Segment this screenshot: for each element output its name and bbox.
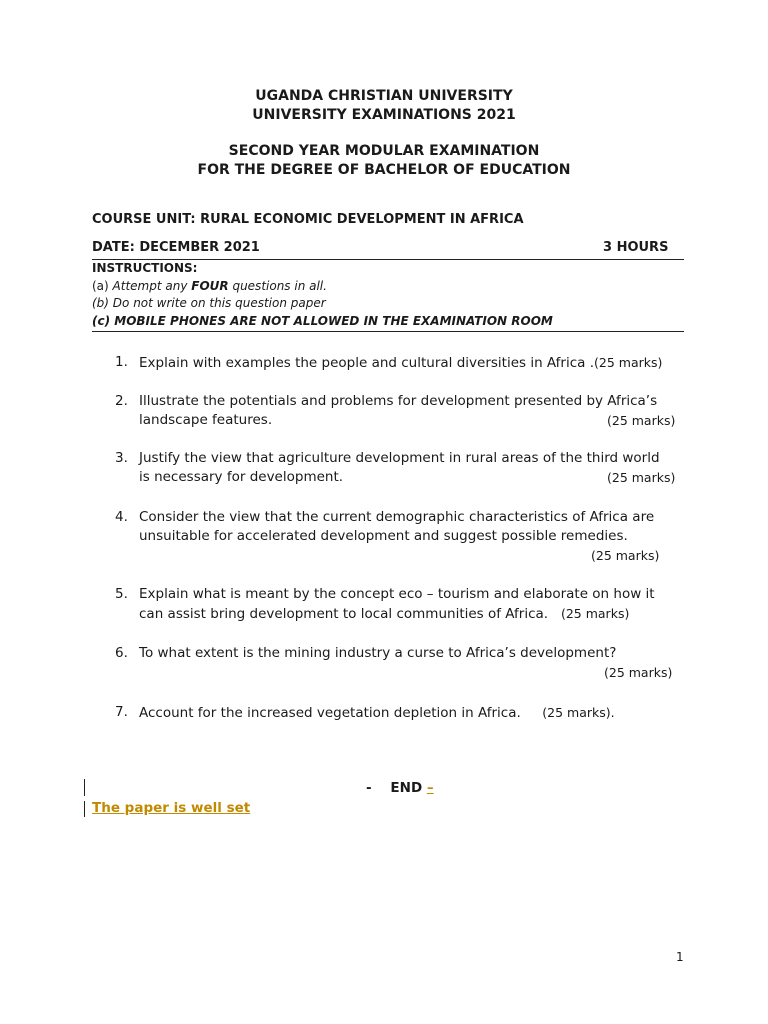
- question-3: [115, 449, 687, 489]
- question-text: Account for the increased vegetation depletion in Africa.: [139, 705, 521, 721]
- question-number: 6.: [115, 645, 128, 661]
- question-text-line2: is necessary for development.: [139, 469, 344, 485]
- question-4: [115, 508, 687, 568]
- divider-top: [92, 259, 684, 260]
- end-label: END: [390, 780, 423, 796]
- question-text-line2: landscape features.: [139, 412, 273, 428]
- question-text-line1: Justify the view that agriculture development in rural areas of the third world: [139, 450, 660, 466]
- question-6: [115, 644, 687, 684]
- text-cursor: [84, 779, 85, 796]
- divider-bottom: [92, 331, 684, 332]
- instruction-a-prefix: (a): [92, 279, 109, 293]
- question-5: [115, 585, 687, 625]
- reviewer-comment: The paper is well set: [92, 800, 251, 816]
- question-number: 7.: [115, 704, 128, 720]
- question-number: 5.: [115, 586, 128, 602]
- question-text-line2: unsuitable for accelerated development and suggest possible remedies.: [139, 528, 628, 544]
- instruction-b: (b) Do not write on this question paper: [92, 296, 326, 310]
- course-unit: COURSE UNIT: RURAL ECONOMIC DEVELOPMENT IN AFRICA: [92, 212, 524, 227]
- question-7: [115, 703, 687, 723]
- instruction-c: (c) MOBILE PHONES ARE NOT ALLOWED IN THE EXAMINATION ROOM: [92, 314, 553, 328]
- instruction-a: [92, 279, 327, 293]
- change-bar: [84, 801, 85, 817]
- question-text-line1: Consider the view that the current demographic characteristics of Africa are: [139, 509, 655, 525]
- question-1: [115, 353, 687, 373]
- question-marks: (25 marks): [604, 665, 673, 680]
- question-number: 2.: [115, 393, 128, 409]
- university-name: UGANDA CHRISTIAN UNIVERSITY: [255, 88, 513, 104]
- instruction-a-text-after: questions in all.: [228, 279, 327, 293]
- question-2: [115, 392, 687, 432]
- question-marks: (25 marks): [607, 413, 676, 428]
- question-text-line2: can assist bring development to local communities of Africa.: [139, 606, 549, 622]
- question-marks: (25 marks).: [542, 705, 615, 720]
- instruction-a-bold: FOUR: [191, 279, 229, 293]
- question-number: 4.: [115, 509, 128, 525]
- end-tracked-change: –: [426, 780, 434, 796]
- page-number: 1: [676, 950, 684, 964]
- exam-date: DATE: DECEMBER 2021: [92, 240, 260, 255]
- question-number: 1.: [115, 354, 128, 370]
- question-text: Explain with examples the people and cultural diversities in Africa .: [139, 355, 595, 371]
- instruction-a-text: Attempt any: [112, 279, 192, 293]
- question-number: 3.: [115, 450, 128, 466]
- degree-title: FOR THE DEGREE OF BACHELOR OF EDUCATION: [197, 162, 571, 178]
- question-text-line1: Illustrate the potentials and problems for development presented by Africa’s: [139, 393, 658, 409]
- end-dash: -: [366, 780, 372, 796]
- instructions-title: INSTRUCTIONS:: [92, 261, 198, 275]
- question-text-line1: Explain what is meant by the concept eco – tourism and elaborate on how it: [139, 586, 655, 602]
- question-marks: (25 marks): [607, 470, 676, 485]
- exam-type: SECOND YEAR MODULAR EXAMINATION: [228, 143, 540, 159]
- question-text-line1: To what extent is the mining industry a curse to Africa’s development?: [139, 645, 617, 661]
- end-marker: [366, 780, 434, 796]
- question-marks: (25 marks): [594, 355, 663, 370]
- question-marks: (25 marks): [591, 548, 660, 563]
- question-marks: (25 marks): [560, 606, 630, 621]
- exam-year: UNIVERSITY EXAMINATIONS 2021: [252, 107, 516, 123]
- exam-duration: 3 HOURS: [603, 240, 669, 255]
